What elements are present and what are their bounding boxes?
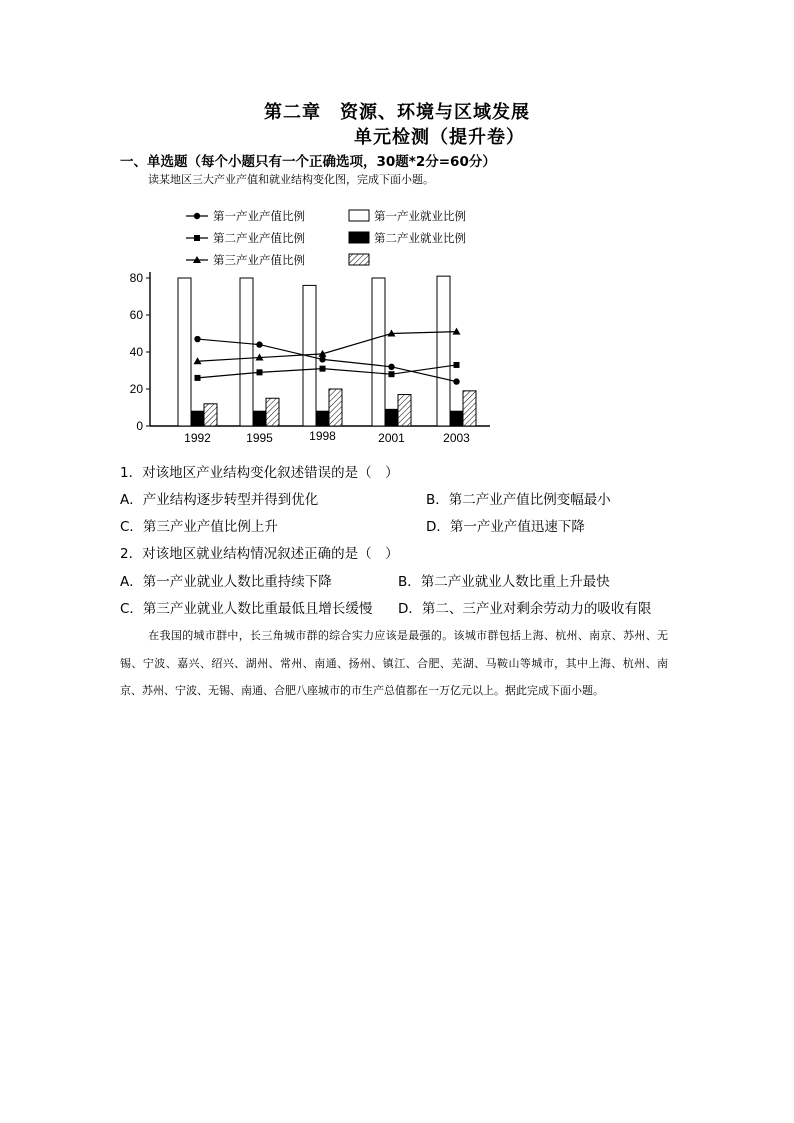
line-series-3 xyxy=(198,332,457,362)
chart-intro: 读某地区三大产业产值和就业结构变化图，完成下面小题。 xyxy=(148,173,434,186)
x-tick-label: 1995 xyxy=(246,431,273,445)
bar-series-2 xyxy=(385,409,398,426)
bar-series-3 xyxy=(204,404,217,426)
x-tick-label: 1992 xyxy=(184,431,211,445)
bar-series-2 xyxy=(191,411,204,426)
bar-series-1 xyxy=(240,278,253,426)
passage-paragraph xyxy=(120,622,668,705)
y-tick-label: 60 xyxy=(129,308,143,322)
legend-label-line-2: 第二产业产值比例 xyxy=(213,233,305,245)
bar-series-1 xyxy=(178,278,191,426)
line-point-series-2 xyxy=(389,371,395,377)
x-tick-label: 2003 xyxy=(443,431,470,445)
legend-marker-1 xyxy=(194,213,200,219)
question-1-option-d[interactable]: D．第一产业产值迅速下降 xyxy=(426,519,585,535)
chart-lines xyxy=(194,328,461,385)
bar-series-2 xyxy=(450,411,463,426)
section-heading: 一、单选题（每个小题只有一个正确选项，30题*2分=60分） xyxy=(120,154,496,170)
line-point-series-1 xyxy=(388,364,394,370)
bar-series-2 xyxy=(316,411,329,426)
line-point-series-2 xyxy=(320,366,326,372)
y-tick-label: 20 xyxy=(129,382,143,396)
legend-label-bar-2: 第二产业就业比例 xyxy=(374,233,466,245)
industry-chart xyxy=(118,200,498,450)
chart-legend xyxy=(186,209,466,267)
line-point-series-1 xyxy=(453,378,459,384)
line-point-series-2 xyxy=(195,375,201,381)
line-point-series-1 xyxy=(194,336,200,342)
legend-swatch-bar-2 xyxy=(349,232,369,243)
legend-label-line-3: 第三产业产值比例 xyxy=(213,255,305,267)
question-1-stem: 1．对该地区产业结构变化叙述错误的是（ ） xyxy=(120,465,399,481)
bar-series-2 xyxy=(253,411,266,426)
line-series-1 xyxy=(198,339,457,382)
chart-bars xyxy=(178,276,476,426)
legend-label-bar-1: 第一产业就业比例 xyxy=(374,211,466,223)
y-tick-label: 40 xyxy=(129,345,143,359)
bar-series-3 xyxy=(463,391,476,426)
page-title: 第二章 资源、环境与区域发展 xyxy=(264,102,530,123)
question-2-option-a[interactable]: A．第一产业就业人数比重持续下降 xyxy=(120,574,332,590)
question-2-stem: 2．对该地区就业结构情况叙述正确的是（ ） xyxy=(120,546,399,562)
bar-series-3 xyxy=(266,398,279,426)
question-2-option-d[interactable]: D．第二、三产业对剩余劳动力的吸收有限 xyxy=(398,601,652,617)
question-2-option-c[interactable]: C．第三产业就业人数比重最低且增长缓慢 xyxy=(120,601,373,617)
legend-swatch-bar-1 xyxy=(349,210,369,221)
line-point-series-1 xyxy=(319,356,325,362)
line-series-2 xyxy=(198,365,457,378)
bar-series-3 xyxy=(398,395,411,426)
line-point-series-2 xyxy=(257,369,263,375)
x-tick-label: 2001 xyxy=(378,431,405,445)
line-point-series-1 xyxy=(256,341,262,347)
bar-series-1 xyxy=(437,276,450,426)
passage-text: 在我国的城市群中，长三角城市群的综合实力应该是最强的。该城市群包括上海、杭州、南京、苏州、无锡、宁波、嘉兴、绍兴、湖州、常州、南通、扬州、镇江、合肥、芜湖、马鞍山等城市，其中上海、杭州、南京、苏州、宁波、无锡、南通、合肥八座城市的市生产总值都在一万亿元以上。据此完成下面小题。 xyxy=(120,629,668,697)
y-tick-label: 0 xyxy=(136,419,143,433)
question-2-option-b[interactable]: B．第二产业就业人数比重上升最快 xyxy=(398,574,610,590)
y-tick-label: 80 xyxy=(129,271,143,285)
question-1-option-a[interactable]: A．产业结构逐步转型并得到优化 xyxy=(120,492,319,508)
question-1-option-c[interactable]: C．第三产业产值比例上升 xyxy=(120,519,278,535)
page-subtitle: 单元检测（提升卷） xyxy=(354,127,525,148)
legend-label-line-1: 第一产业产值比例 xyxy=(213,211,305,223)
x-tick-label: 1998 xyxy=(309,429,336,443)
legend-marker-2 xyxy=(194,235,200,241)
line-point-series-2 xyxy=(454,362,460,368)
legend-swatch-bar-3 xyxy=(349,254,369,265)
bar-series-1 xyxy=(372,278,385,426)
bar-series-3 xyxy=(329,389,342,426)
question-1-option-b[interactable]: B．第二产业产值比例变幅最小 xyxy=(426,492,611,508)
